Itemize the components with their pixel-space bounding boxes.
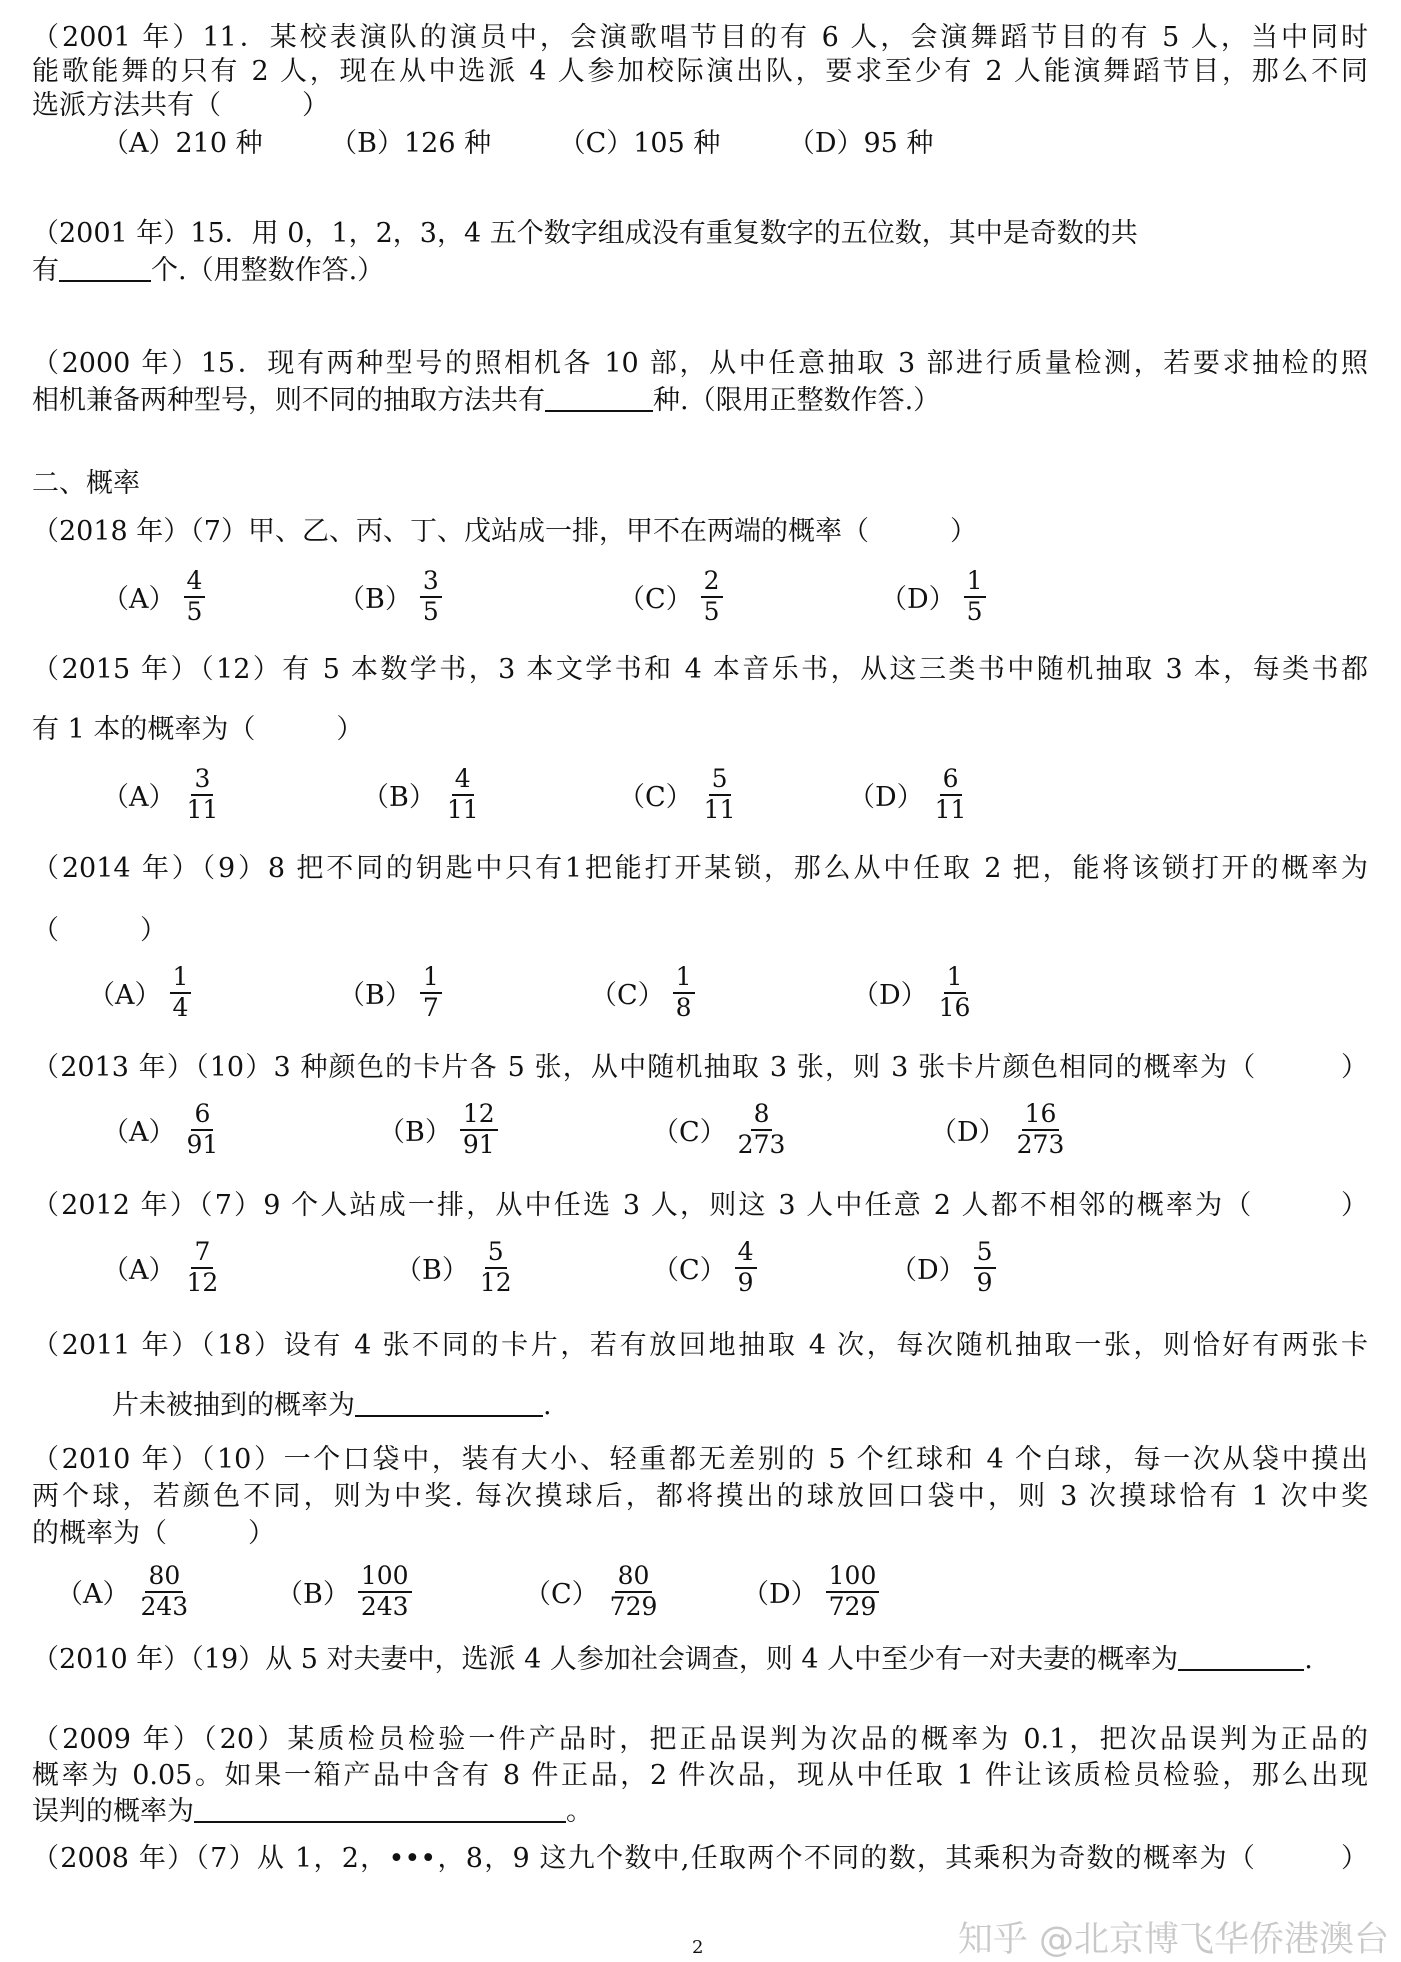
option-c xyxy=(524,1562,660,1622)
question-2008-7: （2008 年）（7）从 1，2，•••，8，9 这九个数中,任取两个不同的数，其乘积为奇数的概率为（ ） xyxy=(32,1843,1368,1874)
options-2018 xyxy=(0,567,1401,647)
question-2010-10-line-3: 的概率为（ ） xyxy=(32,1518,275,1549)
question-2010-10-line-2: 两个球，若颜色不同，则为中奖. 每次摸球后，都将摸出的球放回口袋中，则 3 次摸球恰有 1 次中奖 xyxy=(32,1481,1368,1512)
text-segment: . xyxy=(1304,1644,1313,1675)
denominator: 729 xyxy=(609,1591,658,1621)
option-b xyxy=(276,1562,412,1622)
option-b xyxy=(378,1100,498,1160)
option-c xyxy=(652,1238,757,1298)
option-a xyxy=(102,1238,221,1298)
fraction xyxy=(184,1100,222,1160)
fraction xyxy=(184,567,206,627)
options-2012 xyxy=(0,1238,1401,1318)
denominator: 4 xyxy=(172,992,189,1022)
denominator: 91 xyxy=(186,1129,219,1159)
numerator: 16 xyxy=(1022,1100,1060,1131)
fraction xyxy=(184,765,222,825)
denominator: 9 xyxy=(737,1267,754,1297)
answer-blank xyxy=(1178,1647,1304,1671)
numerator: 3 xyxy=(191,765,213,796)
denominator: 5 xyxy=(966,596,983,626)
question-2000-15-line-2 xyxy=(32,385,940,417)
numerator: 5 xyxy=(709,765,731,796)
denominator: 8 xyxy=(675,992,692,1022)
option-a xyxy=(56,1562,191,1622)
fraction xyxy=(1014,1100,1068,1160)
options-2014 xyxy=(0,963,1401,1043)
answer-blank xyxy=(355,1393,543,1417)
option-c xyxy=(590,963,695,1023)
fraction xyxy=(936,963,974,1023)
option-a xyxy=(102,765,221,825)
numerator: 3 xyxy=(420,567,442,598)
denominator: 243 xyxy=(140,1591,189,1621)
fraction xyxy=(444,765,482,825)
option-c xyxy=(652,1100,788,1160)
denominator: 9 xyxy=(976,1267,993,1297)
fraction xyxy=(607,1562,661,1622)
numerator: 100 xyxy=(826,1562,880,1593)
denominator: 11 xyxy=(703,794,736,824)
option-label: （C） xyxy=(652,1117,727,1149)
question-2001-11-line-1: （2001 年）11．某校表演队的演员中，会演歌唱节目的有 6 人，会演舞蹈节目的有 5 人，当中同时 xyxy=(32,22,1368,53)
option-label: （A） xyxy=(102,1255,176,1287)
denominator: 5 xyxy=(703,596,720,626)
answer-blank xyxy=(545,388,653,412)
question-2013-10: （2013 年）（10）3 种颜色的卡片各 5 张，从中随机抽取 3 张，则 3 张卡片颜色相同的概率为（ ） xyxy=(32,1052,1368,1083)
question-2001-11-line-2: 能歌能舞的只有 2 人，现在从中选派 4 人参加校际演出队，要求至少有 2 人能演舞蹈节目，那么不同 xyxy=(32,56,1368,87)
denominator: 729 xyxy=(828,1591,877,1621)
option-d xyxy=(890,1238,996,1298)
text-segment: . xyxy=(543,1390,552,1421)
numerator: 5 xyxy=(485,1238,507,1269)
option-b xyxy=(338,567,442,627)
denominator: 243 xyxy=(360,1591,409,1621)
denominator: 273 xyxy=(737,1129,786,1159)
options-2010 xyxy=(0,1562,1401,1642)
question-2015-12-line-1: （2015 年）（12）有 5 本数学书，3 本文学书和 4 本音乐书，从这三类书中随机抽取 3 本，每类书都 xyxy=(32,654,1368,685)
numerator: 12 xyxy=(460,1100,498,1131)
text-segment: 。 xyxy=(566,1796,593,1827)
option-label: （B） xyxy=(395,1255,469,1287)
fraction xyxy=(420,567,442,627)
fraction xyxy=(477,1238,515,1298)
option-a xyxy=(102,1100,221,1160)
numerator: 80 xyxy=(145,1562,183,1593)
denominator: 12 xyxy=(479,1267,512,1297)
option-label: （D） xyxy=(890,1255,966,1287)
denominator: 5 xyxy=(186,596,203,626)
options-2015 xyxy=(0,765,1401,845)
numerator: 4 xyxy=(735,1238,757,1269)
text-segment: 片未被抽到的概率为 xyxy=(112,1390,355,1421)
option-b xyxy=(395,1238,515,1298)
option-label: （B） xyxy=(276,1579,350,1611)
question-2014-9-line-1: （2014 年）（9）8 把不同的钥匙中只有1把能打开某锁，那么从中任取 2 把，能将该锁打开的概率为 xyxy=(32,853,1368,884)
option-label: （B） xyxy=(378,1117,452,1149)
denominator: 12 xyxy=(186,1267,219,1297)
numerator: 100 xyxy=(358,1562,412,1593)
answer-blank xyxy=(59,258,151,282)
option-label: （D） xyxy=(852,980,928,1012)
option-d xyxy=(848,765,969,825)
numerator: 4 xyxy=(184,567,206,598)
option-d xyxy=(852,963,973,1023)
option-label: （A） xyxy=(88,980,162,1012)
option-label: （D） xyxy=(880,584,956,616)
option-label: （C） xyxy=(590,980,665,1012)
option-label: （C） xyxy=(652,1255,727,1287)
question-2011-18-line-2 xyxy=(112,1390,552,1422)
options-2013 xyxy=(0,1100,1401,1180)
option-label: （A） xyxy=(102,782,176,814)
text-segment: 有 xyxy=(32,255,59,286)
numerator: 2 xyxy=(701,567,723,598)
question-2012-7: （2012 年）（7）9 个人站成一排，从中任选 3 人，则这 3 人中任意 2 人都不相邻的概率为（ ） xyxy=(32,1190,1368,1221)
fraction xyxy=(826,1562,880,1622)
option-label: （A） xyxy=(102,584,176,616)
text-segment: （2010 年）（19）从 5 对夫妻中，选派 4 人参加社会调查，则 4 人中至少有一对夫妻的概率为 xyxy=(32,1644,1179,1675)
option-b xyxy=(362,765,482,825)
fraction xyxy=(735,1100,789,1160)
option-c xyxy=(618,765,738,825)
option-a xyxy=(102,567,205,627)
numerator: 7 xyxy=(191,1238,213,1269)
question-2009-20-line-3 xyxy=(32,1796,593,1828)
option-label: （C） xyxy=(618,584,693,616)
fraction xyxy=(701,567,723,627)
fraction xyxy=(932,765,970,825)
question-2018-7: （2018 年）（7）甲、乙、丙、丁、戊站成一排，甲不在两端的概率（ ） xyxy=(32,516,977,547)
question-2010-19 xyxy=(32,1644,1313,1676)
denominator: 11 xyxy=(186,794,219,824)
option-label: （A） xyxy=(56,1579,130,1611)
fraction xyxy=(138,1562,192,1622)
numerator: 1 xyxy=(944,963,966,994)
option-label: （B） xyxy=(338,980,412,1012)
option-label: （B） xyxy=(338,584,412,616)
question-2001-15-line-2 xyxy=(32,255,384,287)
option-d xyxy=(930,1100,1067,1160)
option-label: （D） xyxy=(930,1117,1006,1149)
question-2001-15-line-1: （2001 年）15．用 0，1，2，3，4 五个数字组成没有重复数字的五位数，其中是奇数的共 xyxy=(32,218,1138,249)
fraction xyxy=(735,1238,757,1298)
fraction xyxy=(974,1238,996,1298)
numerator: 1 xyxy=(964,567,986,598)
numerator: 1 xyxy=(170,963,192,994)
question-2001-11-line-3: 选派方法共有（ ） xyxy=(32,90,329,121)
text-segment: 相机兼备两种型号，则不同的抽取方法共有 xyxy=(32,385,545,416)
option-label: （D） xyxy=(848,782,924,814)
question-2000-15-line-1: （2000 年）15．现有两种型号的照相机各 10 部，从中任意抽取 3 部进行质量检测，若要求抽检的照 xyxy=(32,348,1368,379)
question-2009-20-line-1: （2009 年）（20）某质检员检验一件产品时，把正品误判为次品的概率为 0.1，把次品误判为正品的 xyxy=(32,1724,1368,1755)
watermark: 知乎 @北京博飞华侨港澳台 xyxy=(957,1920,1389,1960)
text-segment: 种.（限用正整数作答.） xyxy=(653,385,941,416)
question-2010-10-line-1: （2010 年）（10）一个口袋中，装有大小、轻重都无差别的 5 个红球和 4 个白球，每一次从袋中摸出 xyxy=(32,1444,1368,1475)
question-2015-12-line-2: 有 1 本的概率为（ ） xyxy=(32,714,364,745)
denominator: 11 xyxy=(446,794,479,824)
option-c xyxy=(618,567,723,627)
denominator: 16 xyxy=(938,992,971,1022)
text-segment: 个.（用整数作答.） xyxy=(151,255,385,286)
option-label: （A） xyxy=(102,1117,176,1149)
numerator: 5 xyxy=(974,1238,996,1269)
option-b xyxy=(338,963,442,1023)
question-2014-9-line-2: （ ） xyxy=(32,915,167,946)
denominator: 5 xyxy=(422,596,439,626)
option-label: （C） xyxy=(524,1579,599,1611)
question-2001-11-options: （A）210 种 （B）126 种 （C）105 种 （D）95 种 xyxy=(102,128,934,159)
option-d xyxy=(742,1562,879,1622)
denominator: 91 xyxy=(462,1129,495,1159)
option-a xyxy=(88,963,191,1023)
option-label: （C） xyxy=(618,782,693,814)
numerator: 1 xyxy=(673,963,695,994)
fraction xyxy=(701,765,739,825)
fraction xyxy=(358,1562,412,1622)
fraction xyxy=(170,963,192,1023)
denominator: 11 xyxy=(934,794,967,824)
numerator: 6 xyxy=(940,765,962,796)
fraction xyxy=(964,567,986,627)
fraction xyxy=(460,1100,498,1160)
page-number: 2 xyxy=(692,1937,704,1958)
numerator: 6 xyxy=(191,1100,213,1131)
question-2011-18-line-1: （2011 年）（18）设有 4 张不同的卡片，若有放回地抽取 4 次，每次随机抽取一张，则恰好有两张卡 xyxy=(32,1330,1368,1361)
option-label: （B） xyxy=(362,782,436,814)
denominator: 273 xyxy=(1016,1129,1065,1159)
fraction xyxy=(673,963,695,1023)
text-segment: 误判的概率为 xyxy=(32,1796,194,1827)
denominator: 7 xyxy=(422,992,439,1022)
numerator: 1 xyxy=(420,963,442,994)
numerator: 4 xyxy=(452,765,474,796)
fraction xyxy=(420,963,442,1023)
numerator: 80 xyxy=(615,1562,653,1593)
option-d xyxy=(880,567,986,627)
answer-blank xyxy=(194,1799,566,1823)
fraction xyxy=(184,1238,222,1298)
question-2009-20-line-2: 概率为 0.05。如果一箱产品中含有 8 件正品，2 件次品，现从中任取 1 件让该质检员检验，那么出现 xyxy=(32,1760,1368,1791)
numerator: 8 xyxy=(751,1100,773,1131)
option-label: （D） xyxy=(742,1579,818,1611)
section-heading-probability: 二、概率 xyxy=(32,468,140,499)
